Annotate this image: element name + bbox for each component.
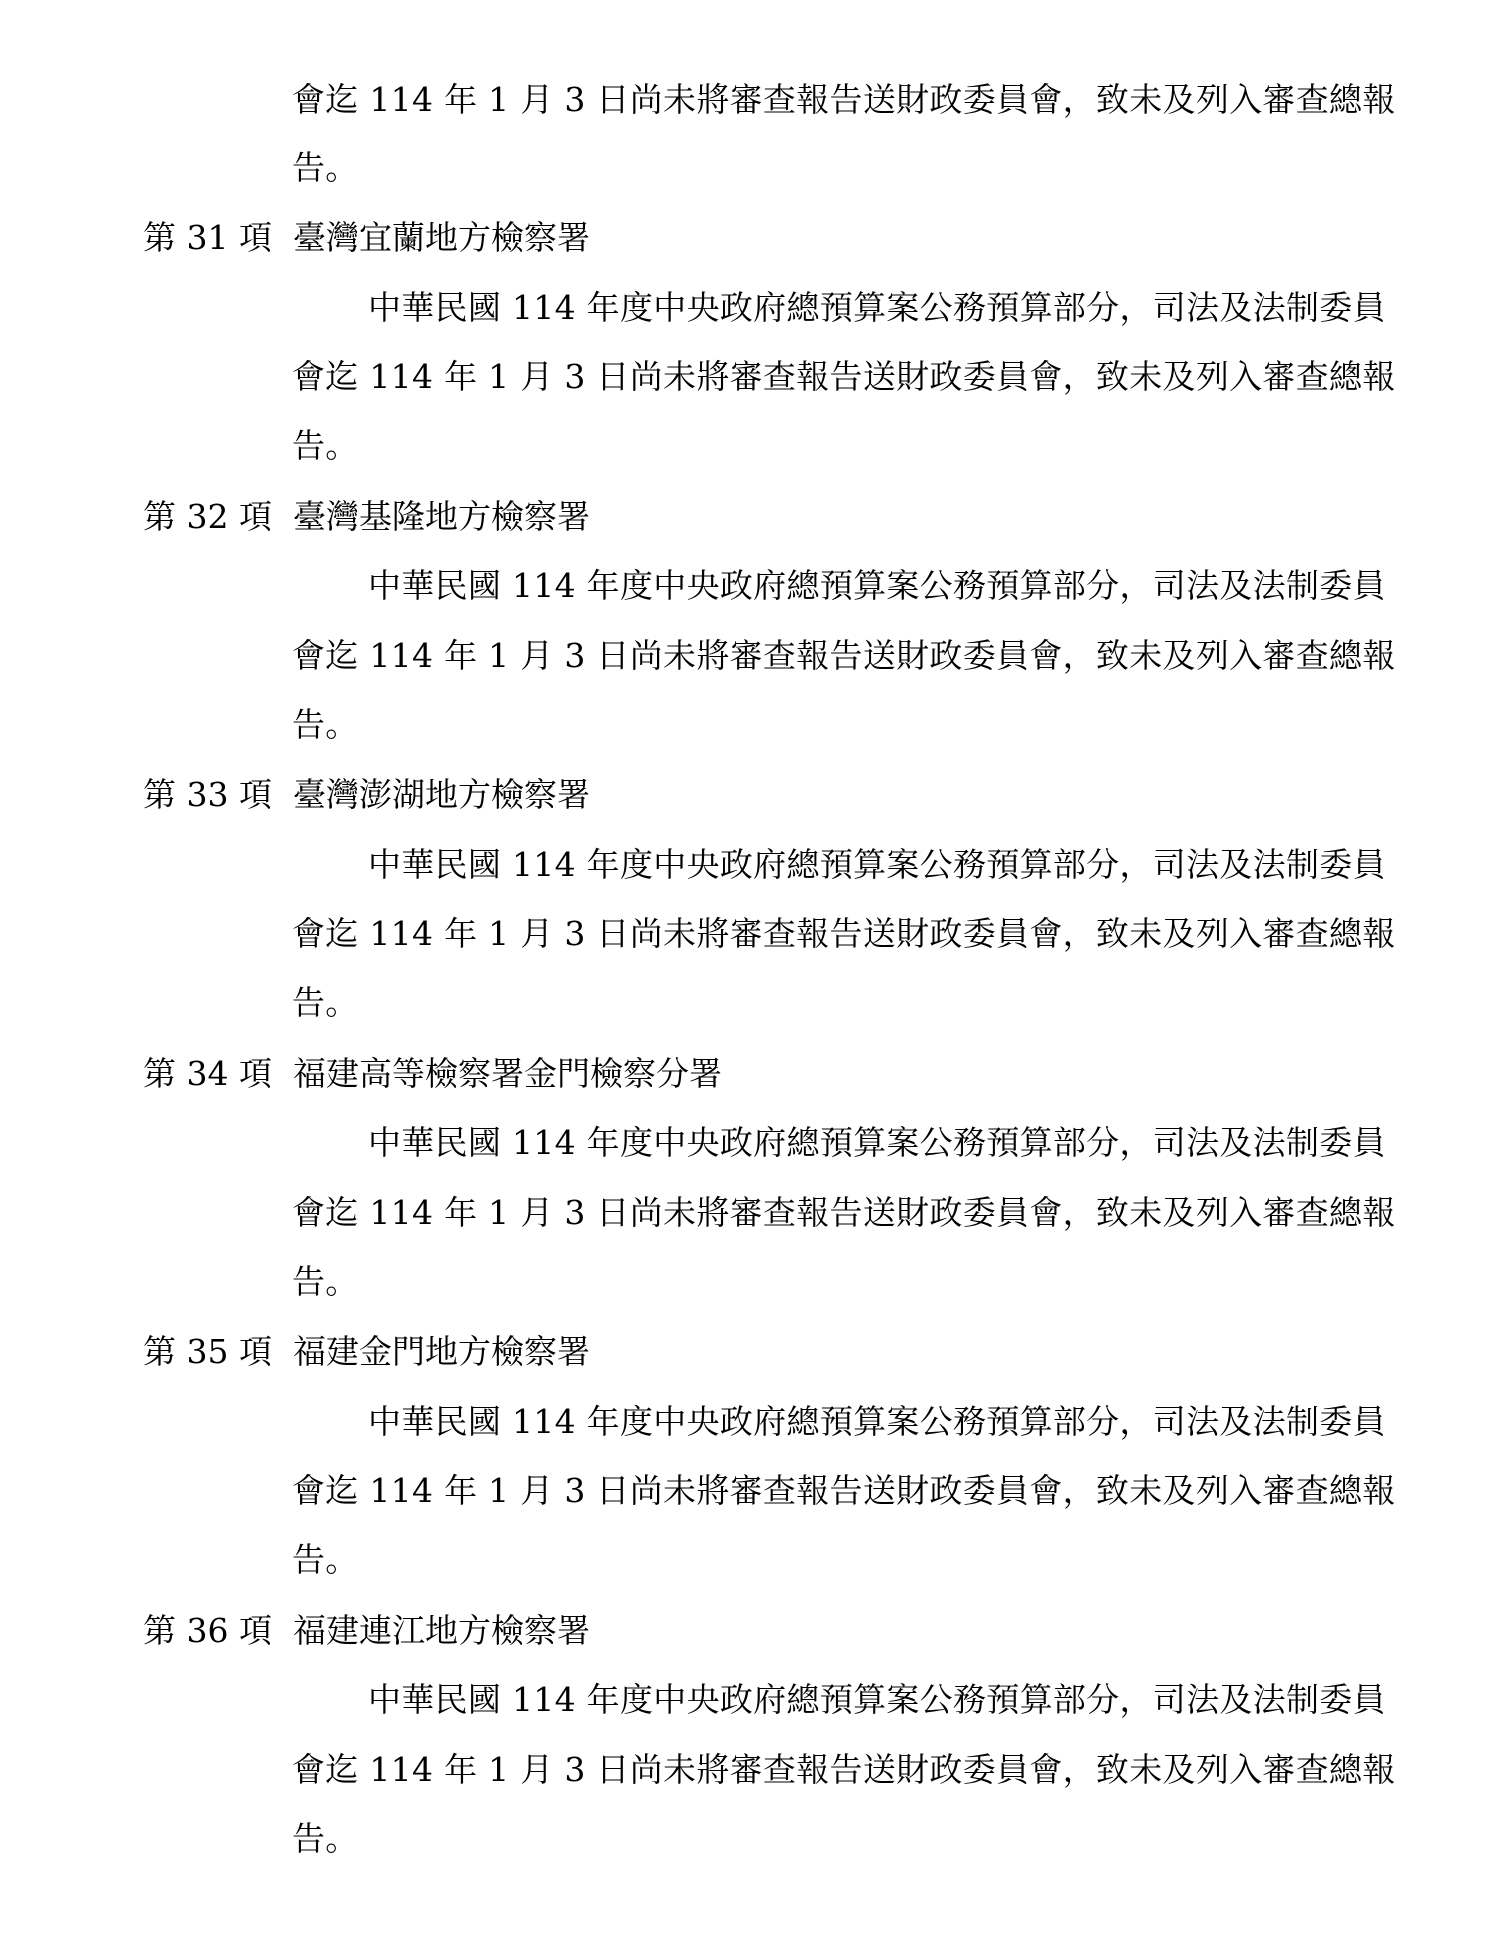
item-heading [143,775,590,815]
top-continuation-line-3: 告。 [292,148,359,187]
item-heading [143,218,590,258]
item-text-line-2: 會迄 114 年 1 月 3 日尚未將審查報告送財政委員會，致未及列入審查總報 [292,1471,1396,1510]
item-text-line-3: 告。 [292,705,359,744]
item-text-line-2: 會迄 114 年 1 月 3 日尚未將審查報告送財政委員會，致未及列入審查總報 [292,357,1396,396]
item-text-line-2: 會迄 114 年 1 月 3 日尚未將審查報告送財政委員會，致未及列入審查總報 [292,1750,1396,1789]
item-text-line-3: 告。 [292,983,359,1022]
item-agency: 臺灣澎湖地方檢察署 [293,775,590,814]
item-text-line-1: 中華民國 114 年度中央政府總預算案公務預算部分，司法及法制委員 [368,845,1386,884]
item-number: 第 32 項 [143,497,272,536]
item-heading [143,1054,722,1094]
item-number: 第 36 項 [143,1611,272,1650]
item-heading [143,497,590,537]
item-text-line-1: 中華民國 114 年度中央政府總預算案公務預算部分，司法及法制委員 [368,1680,1386,1719]
item-agency: 福建金門地方檢察署 [293,1332,590,1371]
item-number: 第 33 項 [143,775,272,814]
item-text-line-3: 告。 [292,426,359,465]
item-number: 第 34 項 [143,1054,272,1093]
item-text-line-2: 會迄 114 年 1 月 3 日尚未將審查報告送財政委員會，致未及列入審查總報 [292,914,1396,953]
item-text-line-1: 中華民國 114 年度中央政府總預算案公務預算部分，司法及法制委員 [368,566,1386,605]
item-number: 第 31 項 [143,218,272,257]
item-text-line-2: 會迄 114 年 1 月 3 日尚未將審查報告送財政委員會，致未及列入審查總報 [292,1193,1396,1232]
item-text-line-1: 中華民國 114 年度中央政府總預算案公務預算部分，司法及法制委員 [368,288,1386,327]
item-agency: 臺灣基隆地方檢察署 [293,497,590,536]
item-agency: 福建高等檢察署金門檢察分署 [293,1054,722,1093]
item-heading [143,1611,590,1651]
item-text-line-3: 告。 [292,1819,359,1858]
item-text-line-1: 中華民國 114 年度中央政府總預算案公務預算部分，司法及法制委員 [368,1402,1386,1441]
top-continuation-line-2: 會迄 114 年 1 月 3 日尚未將審查報告送財政委員會，致未及列入審查總報 [292,80,1396,119]
item-text-line-3: 告。 [292,1540,359,1579]
item-text-line-1: 中華民國 114 年度中央政府總預算案公務預算部分，司法及法制委員 [368,1123,1386,1162]
item-agency: 臺灣宜蘭地方檢察署 [293,218,590,257]
item-text-line-3: 告。 [292,1262,359,1301]
item-text-line-2: 會迄 114 年 1 月 3 日尚未將審查報告送財政委員會，致未及列入審查總報 [292,636,1396,675]
item-heading [143,1332,590,1372]
item-number: 第 35 項 [143,1332,272,1371]
item-agency: 福建連江地方檢察署 [293,1611,590,1650]
